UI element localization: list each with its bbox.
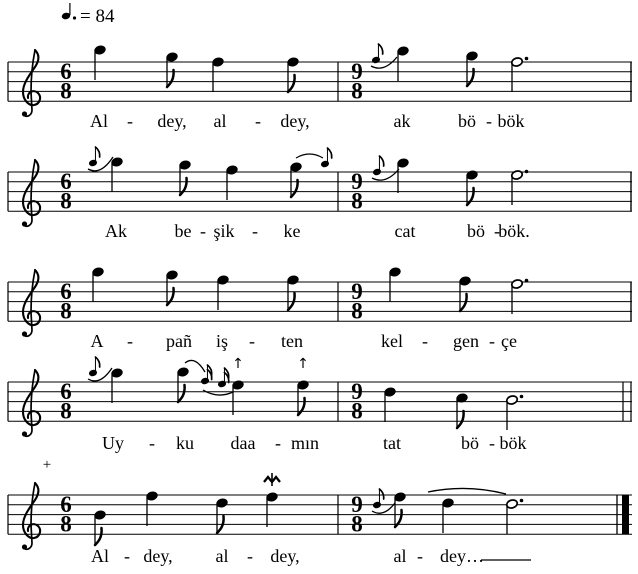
slur	[296, 154, 323, 158]
lyric-syllable: ak	[393, 111, 411, 131]
note-g16	[218, 368, 229, 388]
time-signature	[351, 59, 363, 104]
lyric-hyphen: -	[417, 546, 423, 566]
flag	[457, 411, 464, 428]
note-h	[511, 279, 528, 314]
treble-clef-icon	[22, 160, 40, 227]
note-q	[217, 275, 229, 310]
timesig-numerator: 6	[60, 378, 72, 404]
note-q	[111, 368, 123, 403]
note-e	[287, 275, 299, 310]
lyric-syllable: Al	[90, 111, 108, 131]
note-g	[373, 489, 384, 509]
lyric-syllable: be	[174, 221, 192, 241]
timesig-denominator: 8	[60, 78, 72, 104]
slur	[428, 488, 506, 494]
note-e	[177, 367, 189, 402]
timesig-numerator: 6	[60, 168, 72, 194]
note-h	[506, 499, 523, 534]
timesig-denominator: 8	[351, 78, 363, 104]
mordent-with-line-ornament	[264, 473, 280, 486]
time-signature	[60, 59, 72, 104]
note-g	[89, 147, 100, 167]
timesig-denominator: 8	[60, 511, 72, 537]
time-signature	[351, 279, 363, 324]
timesig-numerator: 9	[351, 278, 363, 304]
time-signature	[351, 379, 363, 424]
treble-clef-icon	[22, 50, 40, 117]
lyric-hyphen: -	[249, 331, 255, 351]
lyric-hyphen: -	[200, 221, 206, 241]
lyric-syllable: al	[393, 546, 407, 566]
augmentation-dot	[520, 499, 524, 503]
note-e	[466, 170, 478, 205]
timesig-denominator: 8	[351, 298, 363, 324]
note-e	[216, 498, 228, 533]
note-q	[146, 491, 158, 526]
augmentation-dot	[525, 57, 529, 61]
timesig-numerator: 6	[60, 491, 72, 517]
lyric-syllable: Ak	[105, 221, 127, 241]
flag	[178, 385, 185, 402]
lyric-hyphen: -	[275, 433, 281, 453]
lyric-syllable: kel	[381, 331, 403, 351]
timesig-denominator: 8	[60, 188, 72, 214]
lyric-hyphen: -	[127, 331, 133, 351]
lyric-hyphen: -	[252, 221, 258, 241]
flag	[291, 180, 298, 197]
slur	[203, 390, 233, 395]
timesig-denominator: 8	[351, 188, 363, 214]
lyric-syllable: al	[215, 546, 229, 566]
time-signature	[60, 379, 72, 424]
lyric-syllable: ten	[281, 331, 303, 351]
tempo-value: = 84	[80, 6, 115, 27]
note-e	[297, 380, 309, 415]
lyric-syllable: A	[90, 331, 104, 351]
lyric-syllable: tat	[383, 433, 401, 453]
treble-clef-icon	[22, 370, 40, 437]
staff-system-5	[8, 457, 632, 566]
timesig-numerator: 9	[351, 378, 363, 404]
note-e	[466, 51, 478, 86]
augmentation-dot	[525, 170, 529, 174]
timesig-denominator: 8	[351, 511, 363, 537]
treble-clef-icon	[22, 270, 40, 337]
lyric-hyphen: -	[247, 546, 253, 566]
flag	[95, 357, 99, 367]
lyric-syllable: mın	[290, 433, 320, 453]
lyric-hyphen: -	[489, 433, 495, 453]
lyric-syllable: ke	[283, 221, 301, 241]
plus-ornament: +	[42, 457, 52, 473]
lyric-syllable: bök	[497, 111, 525, 131]
note-g	[372, 44, 383, 64]
staff-system-3	[8, 267, 632, 351]
note-q	[442, 498, 454, 533]
lyric-syllable: cat	[394, 221, 416, 241]
note-q	[397, 158, 409, 193]
treble-clef-icon	[22, 483, 40, 550]
note-e	[179, 160, 191, 195]
staff-system-1	[8, 44, 632, 131]
flag	[167, 70, 174, 87]
flag	[95, 528, 102, 545]
staff-system-2	[8, 147, 632, 241]
note-e	[166, 270, 178, 305]
lyric-hyphen: -	[422, 331, 428, 351]
timesig-numerator: 9	[351, 168, 363, 194]
lyric-syllable: pañ	[166, 331, 192, 351]
lyric-hyphen: -	[494, 221, 500, 241]
lyric-syllable: bö	[461, 433, 479, 453]
timesig-denominator: 8	[60, 298, 72, 324]
note-h	[506, 395, 523, 430]
timesig-denominator: 8	[60, 398, 72, 424]
note-e	[456, 393, 468, 428]
note-h	[511, 170, 528, 205]
note-g	[89, 357, 100, 377]
note-q	[384, 387, 396, 422]
up-arrow-ornament: ↑	[297, 356, 309, 372]
lyric-syllable: bök	[499, 433, 527, 453]
lyric-syllable: iş	[215, 331, 229, 351]
flag	[95, 147, 99, 157]
final-barline-thick	[622, 495, 629, 534]
timesig-numerator: 9	[351, 58, 363, 84]
lyric-syllable: dey…	[440, 546, 484, 566]
lyric-syllable: dey,	[143, 546, 173, 566]
lyric-hyphen: -	[486, 111, 492, 131]
flag	[288, 75, 295, 92]
time-signature	[60, 492, 72, 537]
tempo-marking	[61, 3, 115, 27]
note-q	[226, 165, 238, 200]
time-signature	[351, 492, 363, 537]
lyric-hyphen: -	[489, 331, 495, 351]
lyric-syllable: dey,	[157, 111, 187, 131]
note-g	[373, 156, 384, 176]
lyric-syllable: şik	[213, 221, 235, 241]
time-signature	[60, 279, 72, 324]
note-e	[394, 492, 406, 527]
note-q	[212, 57, 224, 92]
flag	[379, 156, 383, 166]
timesig-numerator: 9	[351, 491, 363, 517]
note-e	[287, 57, 299, 92]
lyric-hyphen: -	[149, 433, 155, 453]
flag	[167, 288, 174, 305]
flag	[180, 178, 187, 195]
flag	[298, 398, 305, 415]
note-q	[92, 267, 104, 302]
lyric-syllable: çe	[501, 331, 517, 351]
lyric-syllable: bök.	[498, 221, 530, 241]
note-e	[459, 276, 471, 311]
note-e	[94, 510, 106, 545]
lyric-syllable: daa	[230, 433, 256, 453]
lyric-hyphen: -	[124, 546, 130, 566]
note-q	[111, 157, 123, 192]
timesig-denominator: 8	[351, 398, 363, 424]
flag	[378, 44, 382, 54]
lyric-syllable: Uy	[102, 433, 124, 453]
lyric-hyphen: -	[127, 111, 133, 131]
lyric-hyphen: -	[255, 111, 261, 131]
up-arrow-ornament: ↑	[232, 356, 244, 372]
lyric-syllable: al	[213, 111, 227, 131]
lyric-syllable: bö	[458, 111, 476, 131]
note-q	[389, 267, 401, 302]
flag	[460, 294, 467, 311]
lyric-syllable: bö	[467, 221, 485, 241]
flag	[467, 188, 474, 205]
staff-system-4	[8, 356, 632, 453]
lyric-syllable: dey,	[270, 546, 300, 566]
lyric-syllable: dey,	[280, 111, 310, 131]
timesig-numerator: 6	[60, 58, 72, 84]
note-q	[397, 46, 409, 81]
lyric-syllable: ku	[176, 433, 194, 453]
lyric-syllable: Al	[91, 546, 109, 566]
augmentation-dot	[520, 395, 524, 399]
flag	[327, 148, 331, 158]
note-q	[232, 380, 244, 415]
time-signature	[60, 169, 72, 214]
timesig-numerator: 6	[60, 278, 72, 304]
augmentation-dot	[525, 279, 529, 283]
flag	[379, 489, 383, 499]
lyric-syllable: gen	[453, 331, 479, 351]
time-signature	[351, 169, 363, 214]
note-q	[266, 492, 278, 527]
